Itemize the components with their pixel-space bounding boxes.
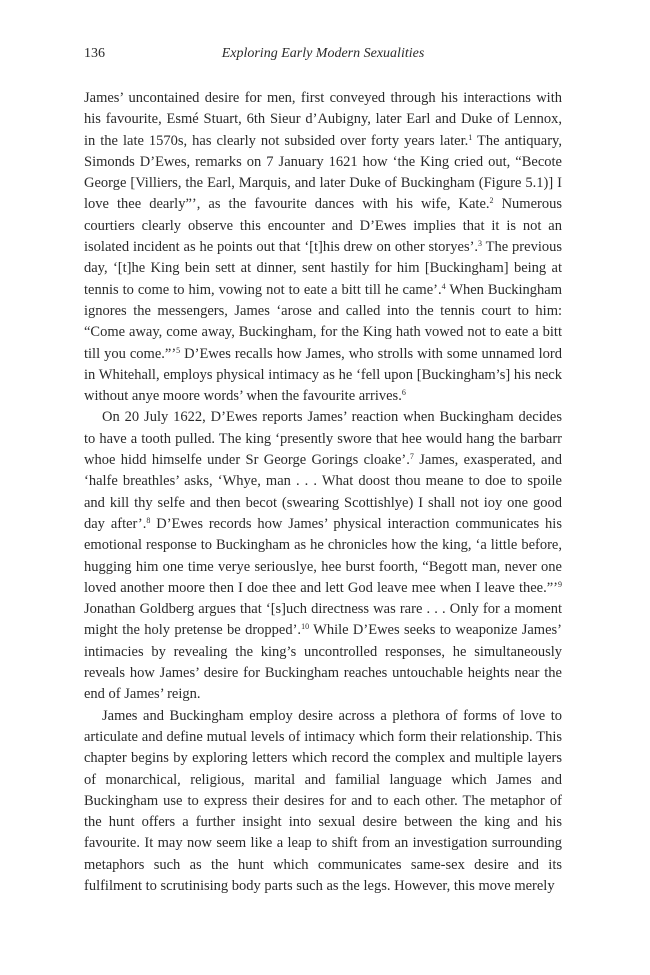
paragraph-text: James, exasperated, and ‘halfe breathles’ asks, ‘Whye, man . . . What doost thou meane to doe to spoile and kill thy selfe and then becot (swearing Scottishlye) I shall not ioy one good day after’. [84,452,562,532]
paragraph [84,407,562,705]
paragraph-text: D’Ewes records how James’ physical interaction communicates his emotional response to Buckingham as he chronicles how the king, ‘a little before, hugging him one time verye seriouslye, hee burst foorth, “Begott man, never one loved another moore then I doe thee and lett God leave mee when I leave thee.”’ [84,515,562,596]
paragraph-text: When Buckingham ignores the messengers, James ‘arose and called into the tennis court to him: “Come away, come away, Buckingham, for the King hath vowed not to eate a bitt till you come.”’ [84,281,563,362]
running-title: Exploring Early Modern Sexualities [221,46,425,61]
footnote-marker[interactable]: 6 [401,388,406,398]
paragraph-text: While D’Ewes seeks to weaponize James’ intimacies by revealing the king’s uncontrolled responses, he simultaneously reveals how James’ desire for Buckingham reaches untouchable heights near the end of James’ reign. [84,622,562,703]
paragraph-text: On 20 July 1622, D’Ewes reports James’ reaction when Buckingham decides to have a tooth pulled. The king ‘presently swore that hee would hang the barbarr whoe hidd himselfe under Sr George Gorings cloake’. [84,409,562,469]
footnote-marker[interactable]: 9 [558,579,562,589]
paragraph-text: The antiquary, Simonds D’Ewes, remarks on 7 January 1621 how ‘the King cried out, “Becote George [Villiers, the Earl, Marquis, and later Duke of Buckingham (Figure 5.1)] I love thee dearly”’, as the favourite dances with his wife, Kate. [84,132,562,213]
paragraph-text: Numerous courtiers clearly observe this encounter and D’Ewes implies that it is not an isolated incident as he points out that ‘[t]his drew on other storyes’. [84,196,562,256]
body-text [84,88,562,897]
footnote-marker[interactable]: 8 [146,515,151,525]
footnote-marker[interactable]: 10 [301,622,310,632]
paragraph [84,706,562,898]
paragraph-text: The previous day, ‘[t]he King bein sett at dinner, sent hastily for him [Buckingham] being at tennis to come to him, vowing not to eate a bitt till he came’. [84,239,562,298]
footnote-marker[interactable]: 2 [489,196,494,206]
footnote-marker[interactable]: 4 [441,281,446,291]
paragraph-text: James and Buckingham employ desire across a plethora of forms of love to articulate and define mutual levels of intimacy which form their relationship. This chapter begins by exploring letters which record the complex and multiple layers of monarchical, religious, marital and familial language which James and Buckingham use to express their desires for and to each other. The metaphor of the hunt offers a further insight into sexual desire between the king and his favourite. It may now seem like a leap to shift from an investigation surrounding metaphors such as the hunt which communicates same-sex desire and its fulfilment to scrutinising body parts such as the legs. However, this move merely [84,707,562,894]
footnote-marker[interactable]: 1 [468,132,473,142]
footnote-marker[interactable]: 5 [176,345,181,355]
running-head [84,44,562,64]
footnote-marker[interactable]: 7 [409,452,414,462]
paragraph-text: Jonathan Goldberg argues that ‘[s]uch directness was rare . . . Only for a moment might the holy pretense be dropped’. [84,601,562,639]
paragraph [84,88,562,407]
page-number: 136 [84,46,105,61]
paragraph-text: D’Ewes recalls how James, who strolls with some unnamed lord in Whitehall, employs physical intimacy as he ‘fell upon [Buckingham’s] his neck without anye moore words’ when the favourite arrives. [84,345,563,405]
paragraph-text: James’ uncontained desire for men, first conveyed through his interactions with his favourite, Esmé Stuart, 6th Sieur d’Aubigny, later Earl and Duke of Lennox, in the late 1570s, has clearly not subsided over forty years later. [84,90,562,149]
footnote-marker[interactable]: 3 [478,239,483,249]
